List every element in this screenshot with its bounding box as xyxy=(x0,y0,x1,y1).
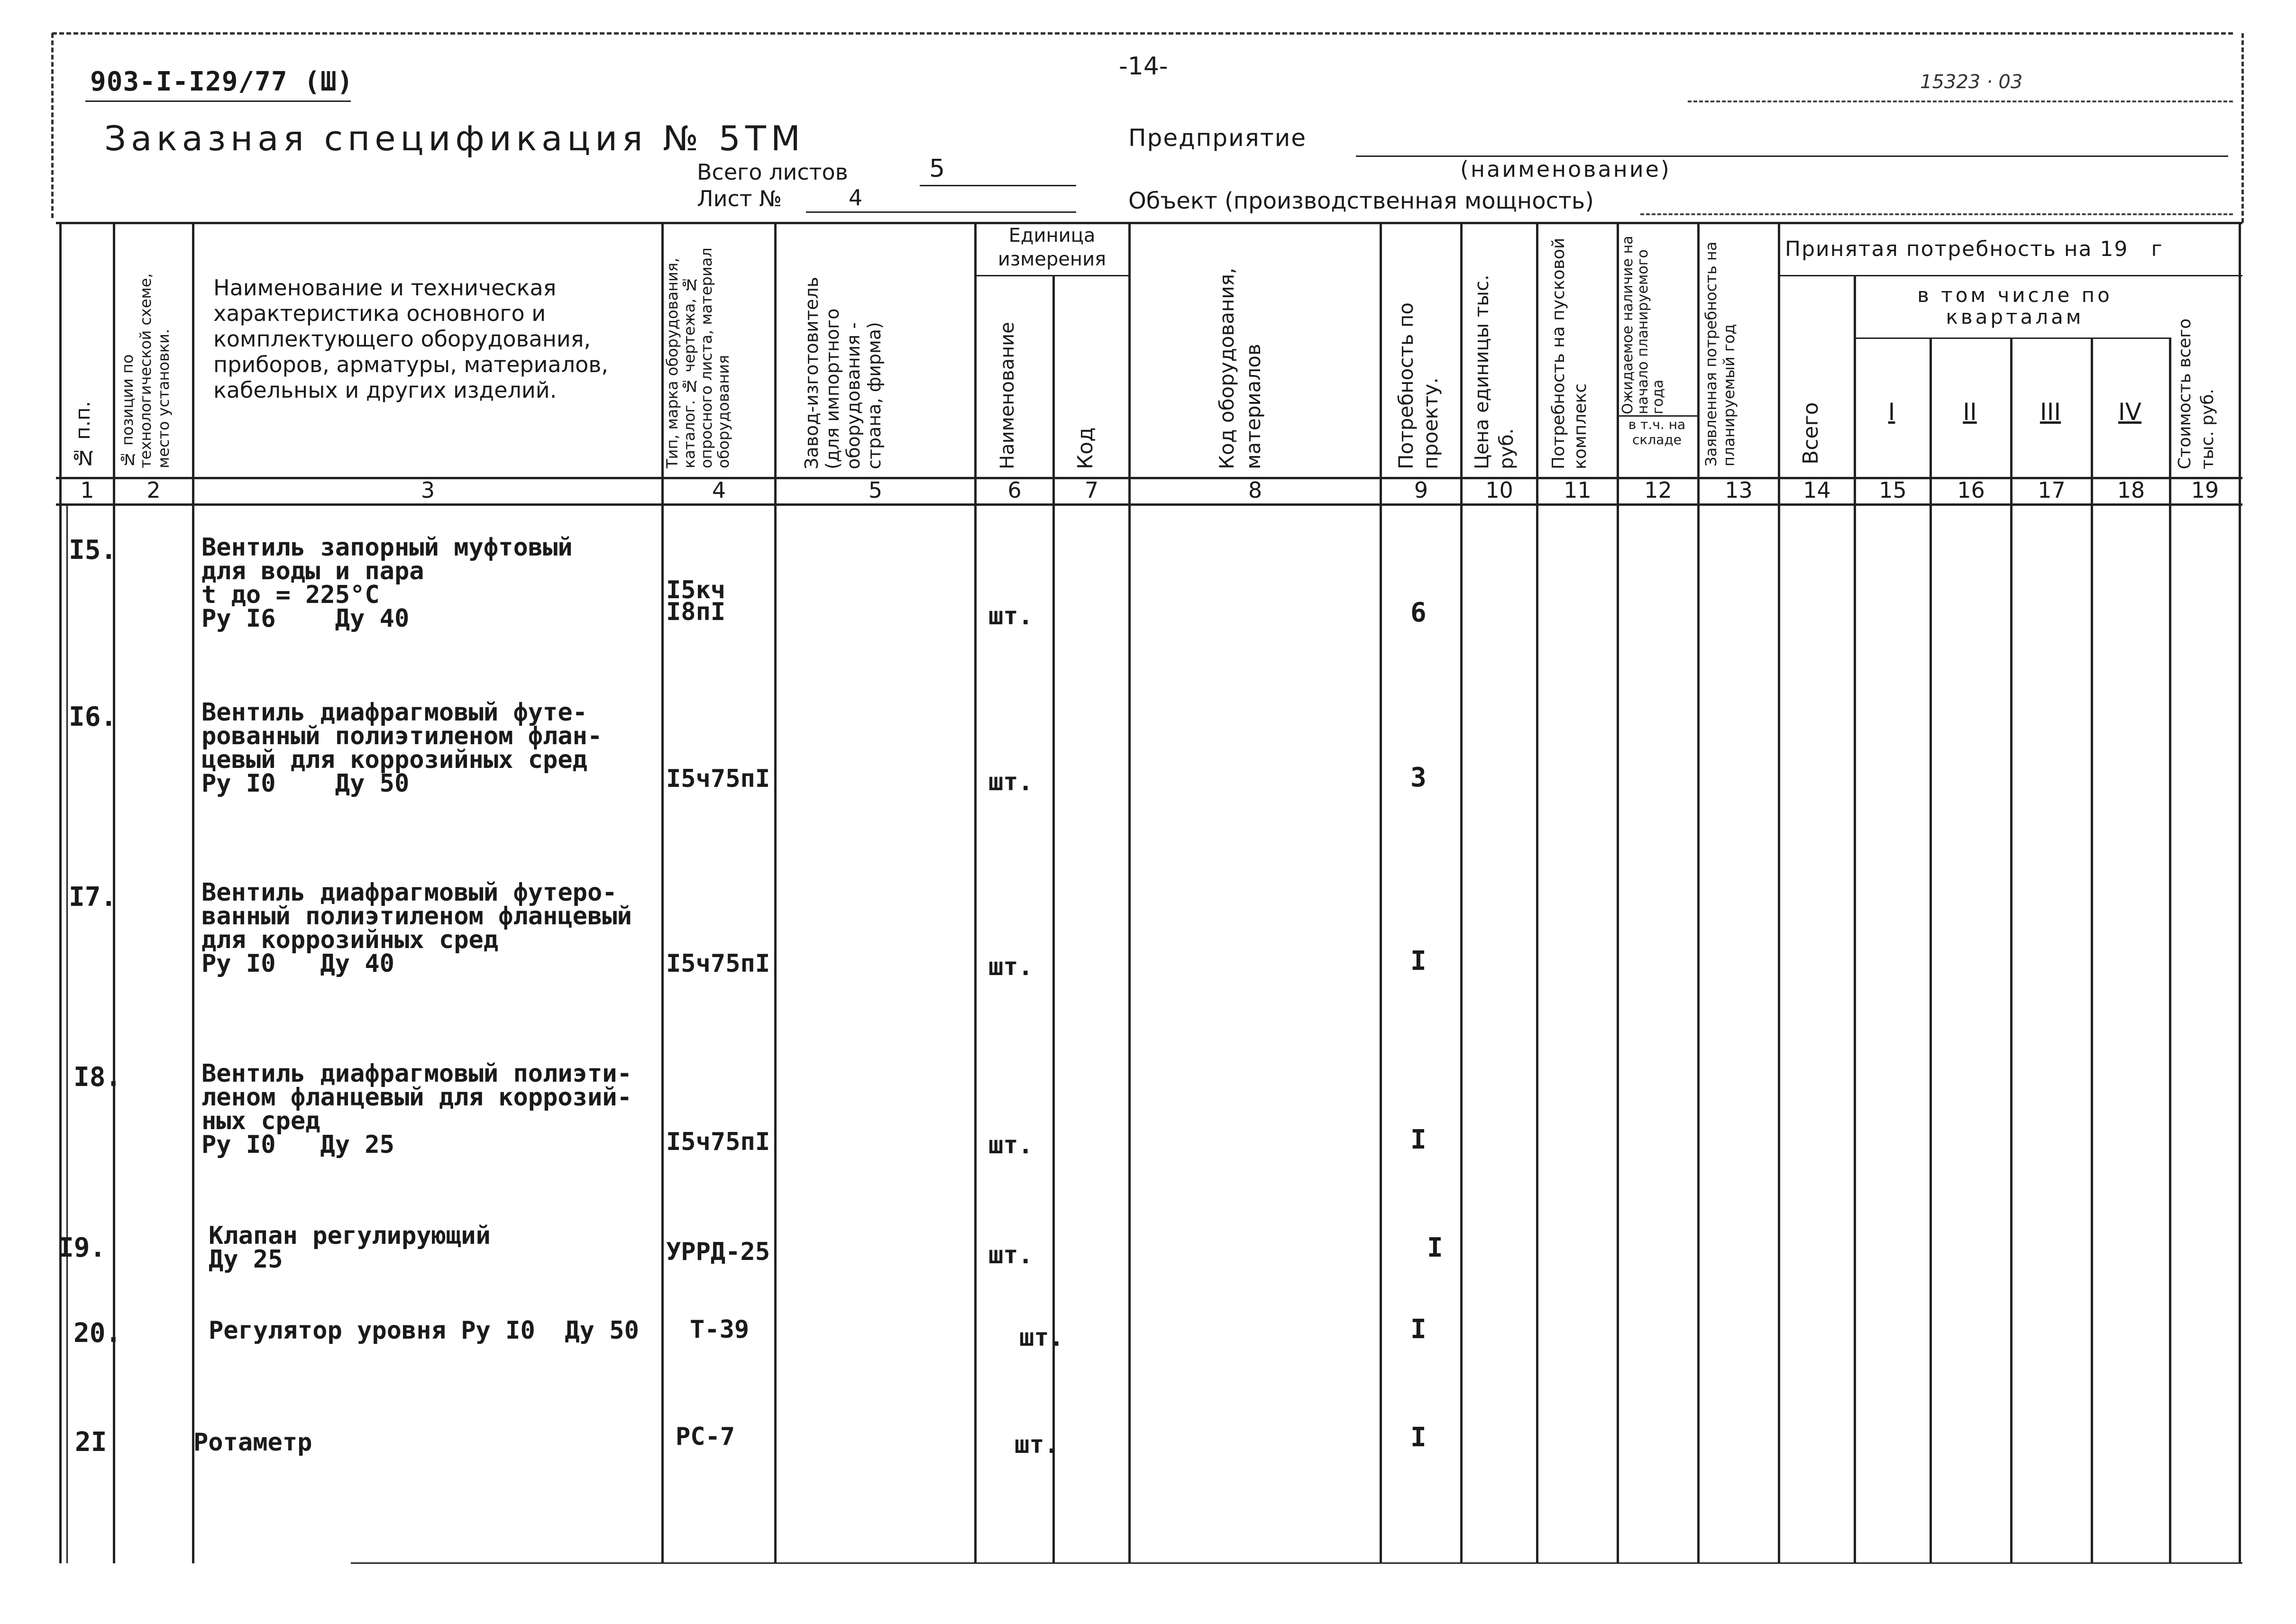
colnum-1: 1 xyxy=(80,477,94,503)
accepted-group-header: Принятая потребность на 19 г xyxy=(1785,237,2163,261)
doc-code: 903-I-I29/77 (Ш) xyxy=(90,66,354,97)
sheet-no-label: Лист № xyxy=(697,186,782,211)
colnum-16: 16 xyxy=(1957,477,1985,503)
enterprise-label: Предприятие xyxy=(1128,124,1307,152)
sheet-no-value: 4 xyxy=(849,185,863,210)
col-line-13 xyxy=(1778,222,1780,1563)
item-name: Вентиль диафрагмовый футеро- ванный полиэтиленом фланцевый для коррозийных сред Ру I0 Ду 40 xyxy=(201,878,632,978)
col6-header: Наименование xyxy=(997,322,1018,469)
item-unit: шт. xyxy=(988,1131,1033,1159)
colnum-7: 7 xyxy=(1084,477,1099,503)
item-type: I5ч75пI xyxy=(666,1128,770,1156)
row-number: 2I xyxy=(75,1427,107,1458)
item-type: УРРД-25 xyxy=(666,1238,770,1266)
col-line-14 xyxy=(1854,275,1856,1563)
quarters-line xyxy=(1854,338,2171,339)
col-line-9 xyxy=(1460,222,1463,1563)
row-number: I5. xyxy=(69,535,117,566)
col10-header: Цена единицы тыс. руб. xyxy=(1471,274,1518,469)
col-line-0 xyxy=(59,222,62,1563)
item-type: РС-7 xyxy=(676,1423,735,1451)
col-line-4 xyxy=(774,222,777,1563)
quarters-header: в том числе по кварталам xyxy=(1917,283,2113,328)
item-name: Вентиль запорный муфтовый для воды и пара t до = 225°С Ру I6 Ду 40 xyxy=(201,533,573,633)
doc-code-underline xyxy=(85,100,351,102)
col4-header: Тип, марка оборудования, каталог. № чертежа, № опросного листа, материал оборудования xyxy=(663,247,732,468)
object-line xyxy=(1640,213,2233,215)
col-line-19 xyxy=(2239,222,2241,1563)
item-type: I5кч I8пI xyxy=(666,576,726,626)
col-line-0b xyxy=(66,503,68,1563)
total-sheets-value: 5 xyxy=(929,155,945,183)
table-bottom-line xyxy=(351,1562,2242,1564)
col5-header: Завод-изготовитель (для импортного оборудования - страна, фирма) xyxy=(801,276,885,469)
item-need: 6 xyxy=(1410,597,1427,628)
col3-header: Наименование и техническая характеристика основного и комплектующего оборудования, приборов, арматуры, материалов, кабельных и других изделий. xyxy=(213,275,608,403)
col18-header: IV xyxy=(2118,398,2141,426)
object-label: Объект (производственная мощность) xyxy=(1128,188,1594,214)
row-number: I6. xyxy=(69,702,117,732)
right-border xyxy=(2241,33,2244,223)
table-colnum-bottom xyxy=(56,503,2242,506)
sheet-no-line xyxy=(806,211,1076,213)
item-need: I xyxy=(1410,946,1427,976)
col15-header: I xyxy=(1888,398,1895,426)
col-line-17 xyxy=(2091,338,2093,1563)
col14-header: Всего xyxy=(1799,402,1823,465)
colnum-15: 15 xyxy=(1879,477,1907,503)
item-type: I5ч75пI xyxy=(666,949,770,978)
colnum-14: 14 xyxy=(1803,477,1831,503)
accepted-group-line xyxy=(1778,275,2242,276)
unit-group-header: Единица измерения xyxy=(997,225,1107,270)
colnum-9: 9 xyxy=(1414,477,1428,503)
row-number: I9. xyxy=(58,1232,106,1263)
row-number: I7. xyxy=(69,882,117,912)
colnum-8: 8 xyxy=(1248,477,1262,503)
col-line-7 xyxy=(1128,222,1131,1563)
col17-header: III xyxy=(2040,398,2061,426)
table-top-line xyxy=(56,222,2242,224)
item-type: I5ч75пI xyxy=(666,765,770,793)
top-border xyxy=(52,32,2233,35)
colnum-4: 4 xyxy=(712,477,726,503)
colnum-17: 17 xyxy=(2038,477,2066,503)
item-need: I xyxy=(1410,1314,1427,1345)
item-name: Ротаметр xyxy=(193,1428,312,1457)
col11-header: Потребность на пусковой комплекс xyxy=(1549,237,1590,469)
item-unit: шт. xyxy=(988,1241,1033,1269)
col-line-15 xyxy=(1930,338,1932,1563)
stamp-number: 15323 · 03 xyxy=(1920,71,2023,93)
total-sheets-label: Всего листов xyxy=(697,159,848,185)
col7-header: Код xyxy=(1073,427,1098,469)
colnum-5: 5 xyxy=(868,477,883,503)
colnum-19: 19 xyxy=(2191,477,2219,503)
col19-header: Стоимость всего тыс. руб. xyxy=(2175,318,2217,469)
item-need: 3 xyxy=(1410,762,1427,793)
item-unit: шт. xyxy=(1019,1323,1064,1352)
naming-label: (наименование) xyxy=(1460,156,1671,182)
colnum-3: 3 xyxy=(421,477,435,503)
col12b-header: в т.ч. на складе xyxy=(1628,417,1686,447)
page-number: -14- xyxy=(1119,52,1168,81)
colnum-12: 12 xyxy=(1644,477,1672,503)
col2-header: № позиции по технологической схеме, место установки. xyxy=(119,273,173,468)
colnum-13: 13 xyxy=(1725,477,1753,503)
col-line-2 xyxy=(192,222,194,1563)
item-name: Вентиль диафрагмовый полиэти- леном фланцевый для коррозий- ных сред Ру I0 Ду 25 xyxy=(201,1059,632,1159)
item-name: Вентиль диафрагмовый футе- рованный полиэтиленом флан- цевый для коррозийных сред Ру I0 Ду 50 xyxy=(201,698,603,798)
row-number: I8. xyxy=(73,1062,122,1093)
item-unit: шт. xyxy=(988,953,1033,981)
col8-header: Код оборудования, материалов xyxy=(1215,267,1265,469)
col16-header: II xyxy=(1963,398,1977,426)
left-border xyxy=(51,33,54,218)
item-name: Клапан регулирующий Ду 25 xyxy=(209,1222,491,1274)
col-line-6 xyxy=(1052,275,1055,1563)
colnum-11: 11 xyxy=(1564,477,1592,503)
col9-header: Потребность по проекту. xyxy=(1394,302,1442,469)
colnum-6: 6 xyxy=(1007,477,1022,503)
col1-header: № п.п. xyxy=(71,401,94,469)
col-line-12 xyxy=(1697,222,1700,1563)
item-unit: шт. xyxy=(988,602,1033,630)
item-unit: шт. xyxy=(1015,1431,1059,1459)
item-need: I xyxy=(1410,1422,1427,1453)
colnum-18: 18 xyxy=(2117,477,2145,503)
col12a-header: Ожидаемое наличие на начало планируемого года xyxy=(1619,236,1666,414)
item-unit: шт. xyxy=(988,768,1033,796)
item-need: I xyxy=(1410,1124,1427,1155)
item-need: I xyxy=(1427,1232,1443,1263)
stamp-underline xyxy=(1688,100,2233,102)
col-line-10 xyxy=(1536,222,1538,1563)
col-line-18 xyxy=(2169,338,2171,1563)
col-line-5 xyxy=(974,222,977,1563)
item-name: Регулятор уровня Ру I0 Ду 50 xyxy=(209,1316,639,1345)
total-sheets-line xyxy=(920,185,1076,186)
item-type: Т-39 xyxy=(690,1315,750,1344)
colnum-2: 2 xyxy=(146,477,161,503)
col-line-8 xyxy=(1380,222,1382,1563)
col13-header: Заявленная потребность на планируемый год xyxy=(1702,241,1738,466)
page-title: Заказная спецификация № 5ТМ xyxy=(104,119,805,158)
unit-group-line xyxy=(974,275,1128,276)
row-number: 20. xyxy=(73,1318,122,1349)
colnum-10: 10 xyxy=(1485,477,1513,503)
col-line-16 xyxy=(2010,338,2012,1563)
